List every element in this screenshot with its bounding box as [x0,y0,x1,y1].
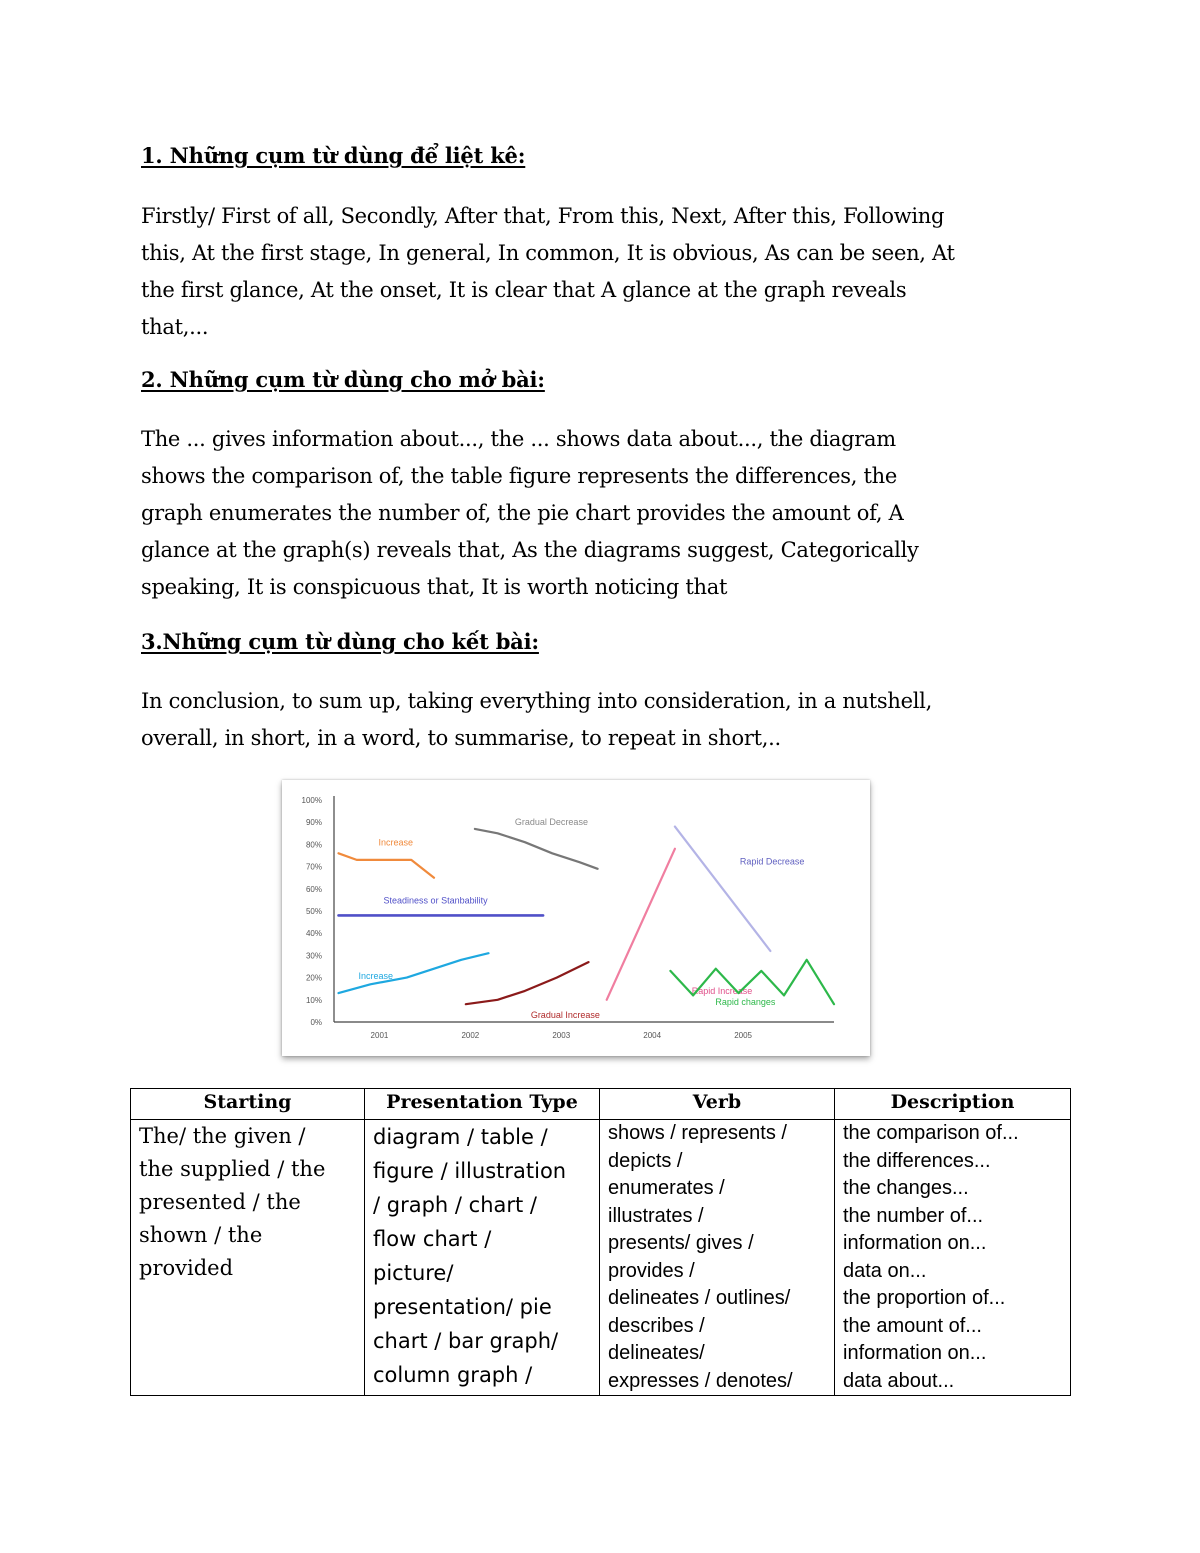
cell-line: shows / represents / [608,1122,787,1144]
table-row [131,1120,1071,1396]
x-tick-label: 2001 [370,1031,389,1040]
paragraph-line: speaking, It is conspicuous that, It is worth noticing that [141,575,728,599]
cell-line: chart / bar graph/ [373,1329,559,1353]
cell-line: delineates / outlines/ [608,1287,791,1309]
cell-line: describes / [608,1314,705,1337]
y-tick-label: 30% [305,951,322,961]
paragraph-line: the first glance, At the onset, It is clear that A glance at the graph reveals [141,278,907,302]
cell-line: delineates/ [608,1342,705,1364]
cell-line: flow chart / [373,1227,492,1251]
series-line [675,827,771,951]
series-label: Increase [378,837,414,848]
cell-line: information on... [843,1232,987,1254]
paragraph-line: graph enumerates the number of, the pie chart provides the amount of, A [141,501,904,525]
column-header-verb: Verb [600,1089,835,1120]
x-tick-label: 2002 [461,1031,480,1040]
y-tick-label: 50% [305,907,322,916]
y-tick-label: 40% [305,929,322,939]
section-heading-listing: 1. Những cụm từ dùng để liệt kê: [141,143,526,168]
cell-line: illustrates / [608,1204,704,1227]
y-tick-label: 10% [305,995,322,1005]
cell-starting [131,1120,365,1396]
column-header-presentation-type: Presentation Type [365,1089,600,1120]
cell-line: provides / [608,1259,695,1282]
cell-line: data about... [843,1369,955,1392]
x-tick-label: 2005 [734,1031,752,1040]
y-tick-label: 60% [305,884,322,894]
paragraph-line: that,... [141,315,209,339]
series-label: Rapid Decrease [739,856,805,867]
cell-line: provided [139,1256,234,1280]
paragraph-line: In conclusion, to sum up, taking everything into consideration, in a nutshell, [141,689,932,713]
cell-line: column graph / [373,1363,533,1387]
series-line [339,853,435,877]
cell-verb [600,1120,835,1396]
column-header-description: Description [835,1089,1071,1120]
section-paragraph-conclusion [141,683,1041,757]
cell-line: presentation/ pie [373,1295,552,1319]
cell-line: the number of... [843,1204,984,1227]
cell-line: the supplied / the [139,1157,326,1181]
cell-line: information on... [843,1342,987,1364]
paragraph-line: Firstly/ First of all, Secondly, After that, From this, Next, After this, Following [141,204,945,228]
series-label: Gradual Increase [530,1010,600,1021]
cell-line: the differences... [843,1149,991,1172]
y-tick-label: 80% [305,840,322,850]
cell-line: the proportion of... [843,1287,1006,1309]
y-tick-label: 100% [301,796,322,805]
cell-line: presented / the [139,1190,301,1214]
paragraph-line: this, At the first stage, In general, In common, It is obvious, As can be seen, At [141,241,955,265]
cell-line: the comparison of... [843,1122,1019,1144]
x-tick-label: 2003 [552,1031,571,1040]
series-label: Rapid Increase [691,985,753,996]
table-header-row [131,1089,1071,1120]
series-label: Rapid changes [715,996,776,1007]
paragraph-line: shows the comparison of, the table figure represents the differences, the [141,464,897,488]
paragraph-line: overall, in short, in a word, to summarise, to repeat in short,.. [141,726,781,750]
column-header-starting: Starting [131,1089,365,1120]
cell-description [835,1120,1071,1396]
section-paragraph-listing [141,198,1041,346]
cell-line: enumerates / [608,1177,725,1199]
section-heading-introduction: 2. Những cụm từ dùng cho mở bài: [141,367,545,392]
paragraph-line: The ... gives information about..., the ... shows data about..., the diagram [141,427,896,451]
cell-line: expresses / denotes/ [608,1369,793,1392]
series-label: Steadiness or Stanbability [383,895,488,906]
y-tick-label: 20% [305,973,322,983]
series-label: Increase [358,971,394,982]
x-tick-label: 2004 [643,1031,662,1040]
y-tick-label: 90% [305,818,322,828]
y-tick-label: 0% [310,1018,322,1027]
series-line [607,849,675,1000]
cell-line: picture/ [373,1261,454,1285]
cell-line: figure / illustration [373,1159,567,1183]
series-line [475,829,598,869]
cell-line: data on... [843,1259,927,1282]
section-heading-conclusion: 3.Những cụm từ dùng cho kết bài: [141,629,539,654]
cell-line: shown / the [139,1223,263,1247]
trend-chart-figure [282,780,870,1056]
cell-line: the changes... [843,1177,969,1199]
cell-line: the amount of... [843,1314,982,1337]
cell-line: diagram / table / [373,1125,548,1149]
cell-line: The/ the given / [139,1124,306,1148]
y-tick-label: 70% [305,862,322,872]
section-paragraph-introduction [141,421,1041,606]
cell-line: presents/ gives / [608,1232,754,1254]
paragraph-line: glance at the graph(s) reveals that, As the diagrams suggest, Categorically [141,538,919,562]
cell-line: depicts / [608,1149,683,1172]
series-line [466,962,589,1004]
cell-presentation-type [365,1120,600,1396]
trend-chart [282,780,870,1056]
series-label: Gradual Decrease [514,816,588,827]
cell-line: / graph / chart / [373,1193,537,1217]
phrase-table [130,1088,1071,1396]
